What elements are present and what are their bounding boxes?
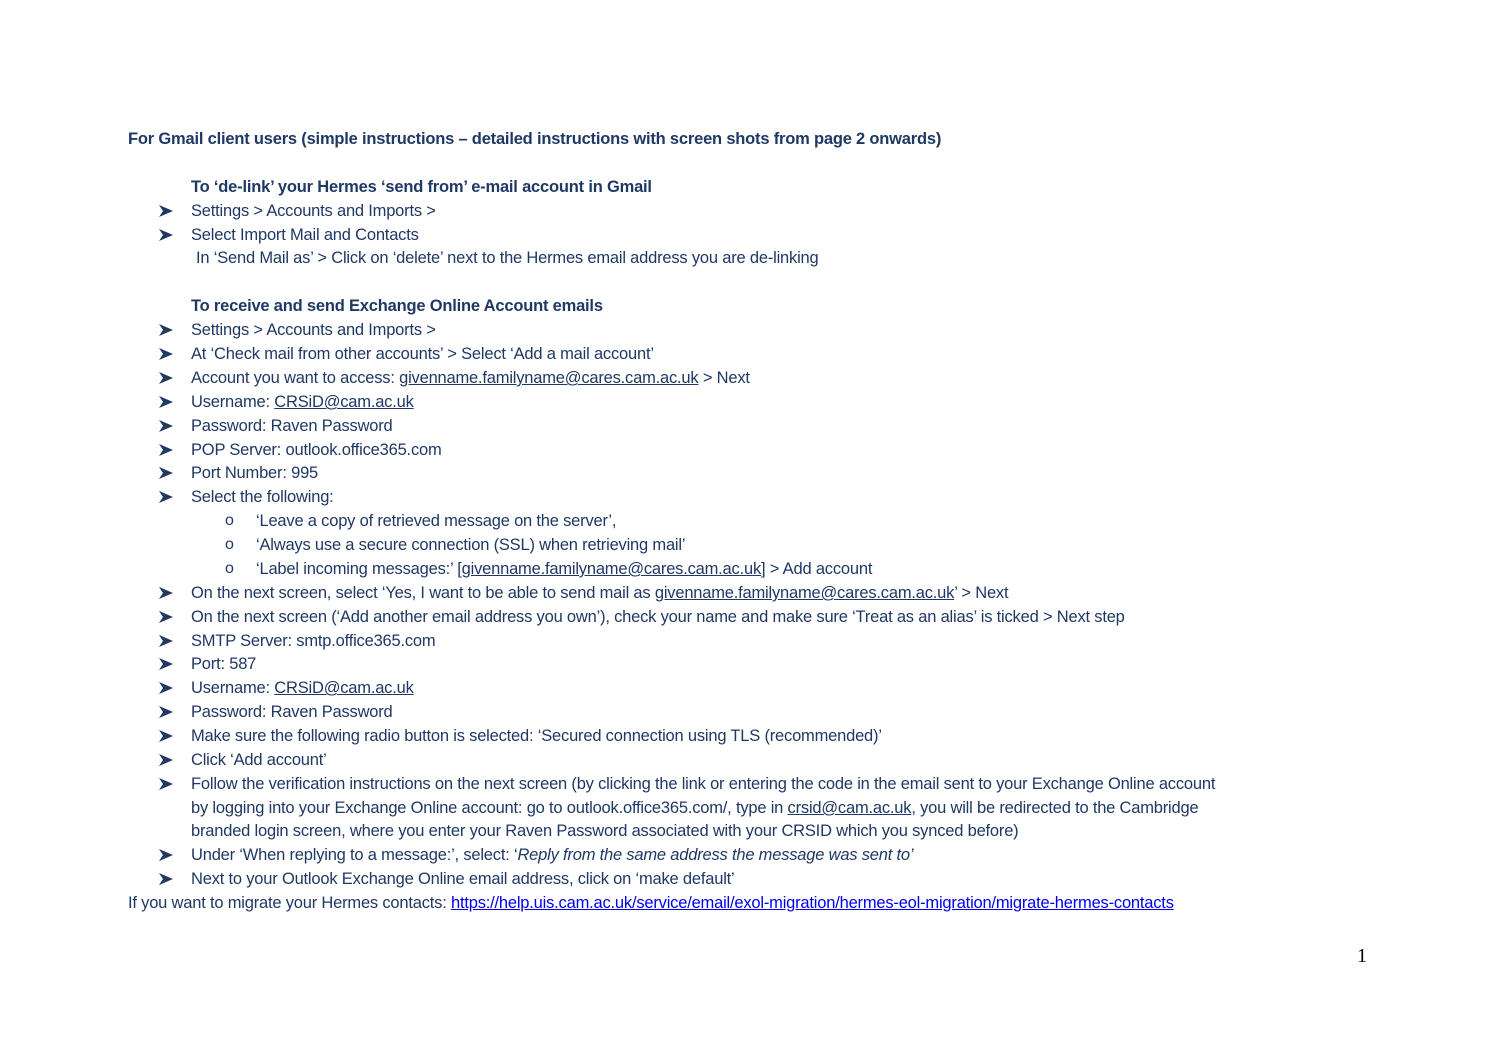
arrowhead-bullet-icon (158, 415, 176, 437)
contacts-migration-link[interactable]: https://help.uis.cam.ac.uk/service/email/exol-migration/hermes-eol-migration/migrate-hermes-contacts (450, 894, 1174, 912)
arrowhead-bullet-icon (158, 725, 176, 747)
email-link[interactable]: givenname.familyname@cares.cam.ac.uk (461, 560, 761, 578)
arrowhead-bullet-icon (158, 844, 176, 866)
sub-list-item: ‘Leave a copy of retrieved message on the server’, (256, 512, 617, 530)
item-text: Account you want to access: (191, 369, 400, 387)
item-italic-text: Reply from the same address the message was sent to’ (517, 846, 914, 864)
arrowhead-bullet-icon (158, 582, 176, 604)
list-item: Port Number: 995 (191, 464, 319, 482)
list-item (191, 844, 913, 866)
arrowhead-bullet-icon (158, 701, 176, 723)
list-item: Settings > Accounts and Imports > (191, 202, 436, 220)
circle-bullet-icon: o (225, 560, 234, 577)
list-item: Port: 587 (191, 655, 257, 673)
delink-note: In ‘Send Mail as’ > Click on ‘delete’ next to the Hermes email address you are de-linking (196, 249, 819, 267)
arrowhead-bullet-icon (158, 868, 176, 890)
list-item (191, 582, 1008, 604)
contacts-migration-note (128, 892, 1174, 914)
list-item-continuation: branded login screen, where you enter your Raven Password associated with your CRSID which you synced before) (191, 822, 1019, 840)
arrowhead-bullet-icon (158, 343, 176, 365)
list-item: At ‘Check mail from other accounts’ > Select ‘Add a mail account’ (191, 345, 654, 363)
arrowhead-bullet-icon (158, 319, 176, 341)
arrowhead-bullet-icon (158, 630, 176, 652)
sub-list-item (256, 558, 872, 580)
arrowhead-bullet-icon (158, 439, 176, 461)
arrowhead-bullet-icon (158, 486, 176, 508)
list-item (191, 367, 750, 389)
list-item: Follow the verification instructions on the next screen (by clicking the link or entering the code in the email sent to your Exchange Online account (191, 775, 1216, 793)
arrowhead-bullet-icon (158, 391, 176, 413)
list-item: SMTP Server: smtp.office365.com (191, 632, 436, 650)
page-heading: For Gmail client users (simple instructions – detailed instructions with screen shots from page 2 onwards) (128, 130, 942, 148)
page-number: 1 (1357, 945, 1367, 967)
arrowhead-bullet-icon (158, 462, 176, 484)
item-text: ’ > Next (954, 584, 1009, 602)
email-link[interactable]: CRSiD@cam.ac.uk (274, 393, 414, 411)
footer-text: If you want to migrate your Hermes contacts: (128, 894, 451, 912)
item-text: by logging into your Exchange Online account: go to outlook.office365.com/, type in (191, 799, 788, 817)
email-link[interactable]: crsid@cam.ac.uk (787, 799, 912, 817)
item-text: , you will be redirected to the Cambridge (911, 799, 1199, 817)
item-text: ] > Add account (761, 560, 873, 578)
list-item (191, 677, 414, 699)
arrowhead-bullet-icon (158, 367, 176, 389)
email-link[interactable]: givenname.familyname@cares.cam.ac.uk (654, 584, 955, 602)
arrowhead-bullet-icon (158, 773, 176, 795)
list-item: Settings > Accounts and Imports > (191, 321, 436, 339)
email-link[interactable]: givenname.familyname@cares.cam.ac.uk (399, 369, 699, 387)
circle-bullet-icon: o (225, 512, 234, 529)
list-item-continuation (191, 797, 1198, 819)
list-item (191, 391, 414, 413)
arrowhead-bullet-icon (158, 200, 176, 222)
item-text: Under ‘When replying to a message:’, select: ‘ (191, 846, 518, 864)
arrowhead-bullet-icon (158, 606, 176, 628)
arrowhead-bullet-icon (158, 749, 176, 771)
arrowhead-bullet-icon (158, 224, 176, 246)
list-item: Password: Raven Password (191, 703, 393, 721)
list-item: Next to your Outlook Exchange Online email address, click on ‘make default’ (191, 870, 735, 888)
email-link[interactable]: CRSiD@cam.ac.uk (274, 679, 414, 697)
list-item: Make sure the following radio button is selected: ‘Secured connection using TLS (recommended)’ (191, 727, 882, 745)
item-text: Username: (191, 679, 275, 697)
list-item: Select the following: (191, 488, 334, 506)
item-text: On the next screen, select ‘Yes, I want to be able to send mail as (191, 584, 655, 602)
list-item: Click ‘Add account’ (191, 751, 327, 769)
section-exchange-title: To receive and send Exchange Online Account emails (191, 297, 603, 315)
arrowhead-bullet-icon (158, 653, 176, 675)
item-text: Username: (191, 393, 275, 411)
section-delink-title: To ‘de-link’ your Hermes ‘send from’ e-mail account in Gmail (191, 178, 652, 196)
list-item: On the next screen (‘Add another email address you own’), check your name and make sure ‘Treat as an alias’ is ticked > Next step (191, 608, 1125, 626)
sub-list-item: ‘Always use a secure connection (SSL) when retrieving mail’ (256, 536, 686, 554)
list-item: Password: Raven Password (191, 417, 393, 435)
circle-bullet-icon: o (225, 536, 234, 553)
item-text: > Next (698, 369, 750, 387)
arrowhead-bullet-icon (158, 677, 176, 699)
item-text: ‘Label incoming messages:’ [ (256, 560, 462, 578)
list-item: POP Server: outlook.office365.com (191, 441, 442, 459)
list-item: Select Import Mail and Contacts (191, 226, 419, 244)
